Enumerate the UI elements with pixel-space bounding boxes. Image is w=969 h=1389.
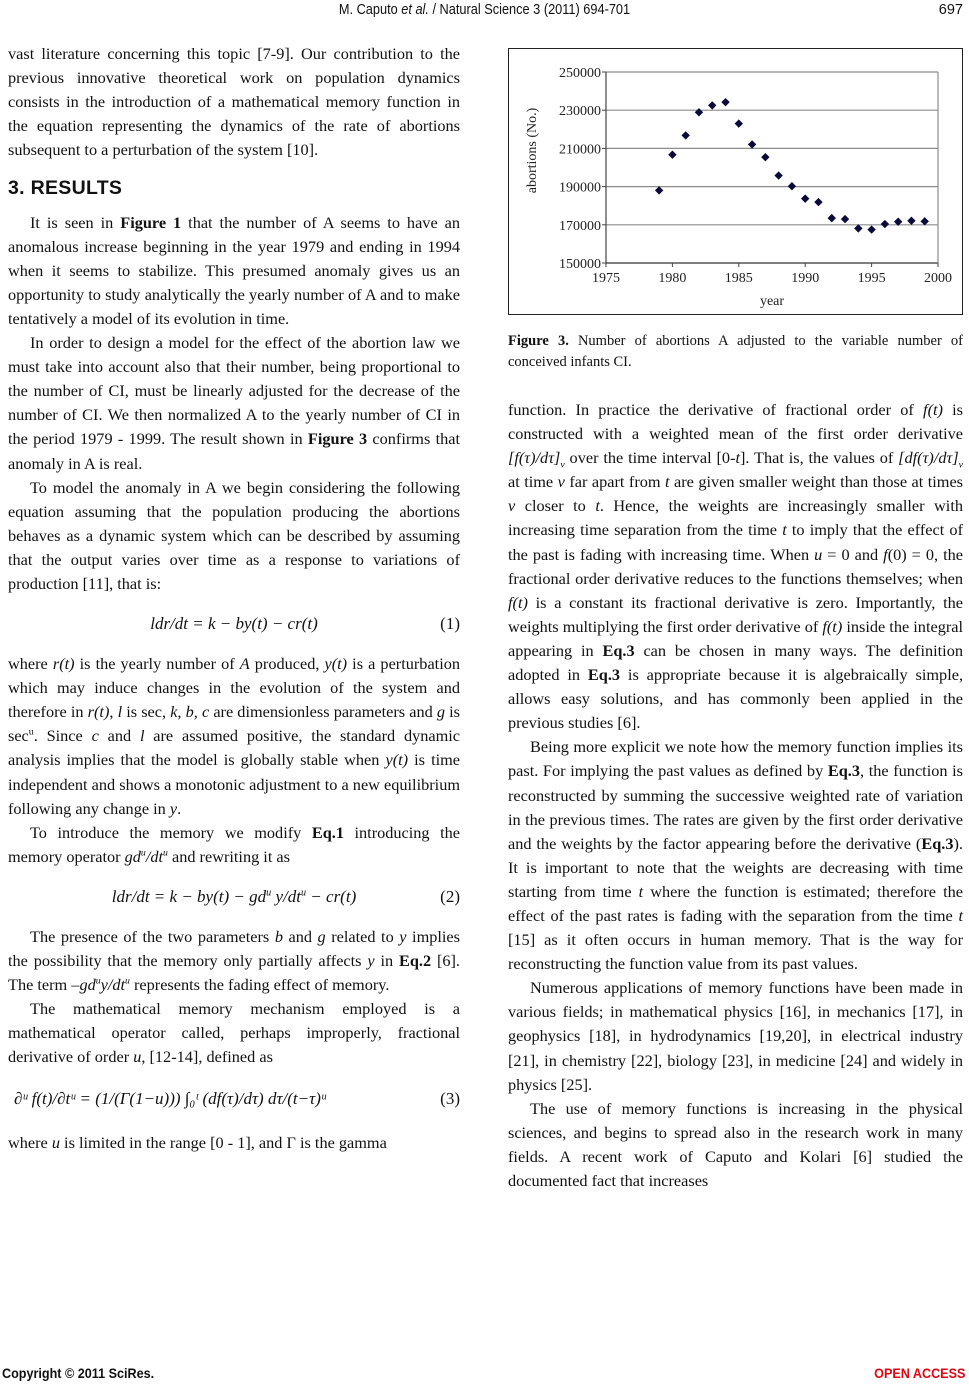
page-footer: [0, 1365, 969, 1387]
data-point: [907, 217, 915, 225]
data-point: [668, 151, 676, 159]
math: u: [51, 1133, 60, 1153]
equation-1-body: ldr/dt = k − by(t) − cr(t): [150, 614, 318, 634]
data-point: [761, 153, 769, 161]
equation-2-body: [8, 885, 460, 909]
open-access-label[interactable]: OPEN ACCESS: [873, 1365, 965, 1381]
math: [f(τ)/dτ]: [508, 448, 561, 468]
y-tick-label: 230000: [559, 104, 601, 120]
y-tick-label: 210000: [559, 142, 601, 158]
text: . Since: [33, 726, 92, 746]
data-point: [748, 140, 756, 148]
math: y: [169, 798, 178, 818]
equation-3: [8, 1077, 460, 1123]
data-point: [828, 214, 836, 222]
text: and: [282, 926, 318, 946]
superscript: u: [95, 975, 101, 987]
data-point: [867, 225, 875, 233]
data-point: [788, 182, 796, 190]
etal-text: et al.: [401, 2, 429, 18]
data-point: [841, 215, 849, 223]
text: far apart from: [564, 472, 666, 492]
journal-text: / Natural Science 3 (2011) 694-701: [428, 2, 631, 18]
text: introducing the memory operator: [8, 822, 460, 866]
x-tick-label: 2000: [924, 271, 952, 286]
math: f(t): [822, 616, 843, 636]
paragraph-results-2: [8, 331, 460, 476]
text: is a perturbation which may induce changes in the evolution of the system and therefore in: [8, 654, 460, 722]
text: is the yearly number of: [74, 654, 240, 674]
math: c: [91, 726, 99, 746]
math: f: [883, 544, 888, 564]
figure-3-caption: [508, 331, 963, 373]
text: at time: [508, 472, 558, 492]
math: v: [508, 496, 516, 516]
text: are dimensionless parameters and: [209, 702, 437, 722]
x-axis-label: year: [759, 294, 785, 309]
math: k, b, c: [170, 702, 210, 722]
text: over the time interval [0-: [564, 448, 736, 468]
text: [15] as it often occurs in human memory. That is the way for reconstructing the function value from its past values.: [508, 930, 963, 974]
math: t: [958, 905, 963, 925]
math: t: [782, 520, 787, 540]
x-tick-label: 1975: [592, 271, 620, 286]
math: f(t): [508, 592, 528, 612]
subscript: v: [958, 459, 963, 471]
text: is appropriate because it is algebraically simple, allows easy solutions, and has commonly been applied in the previous studies [6].: [508, 665, 964, 733]
text: , [12-14], defined as: [141, 1047, 273, 1067]
page-number: 697: [938, 2, 963, 18]
text: where: [8, 654, 53, 674]
paragraph-gamma: [8, 1131, 460, 1155]
figure-3-chart: [508, 48, 963, 315]
text: and: [98, 726, 140, 746]
equation-2: [8, 877, 460, 917]
math: v: [557, 472, 565, 492]
figure-reference[interactable]: Figure 3: [307, 429, 368, 449]
equation-3-body: ∂ᵘ f(t)/∂tᵘ = (1/(Γ(1−u))) ∫₀ᵗ (df(τ)/dτ) dτ/(t−τ)ᵘ: [14, 1089, 326, 1109]
equation-reference[interactable]: Eq.3: [921, 833, 954, 853]
data-point: [814, 198, 822, 206]
paragraph-variables: [8, 652, 460, 821]
text: are assumed positive, the standard dynamic analysis implies that the model is globally stable when: [8, 726, 461, 770]
text: implies the possibility that the memory only partially affects: [8, 926, 460, 970]
data-point: [735, 119, 743, 127]
data-point: [708, 101, 716, 109]
data-point: [774, 171, 782, 179]
left-column: [8, 42, 460, 1156]
text: to imply that the effect of the past is fading with increasing time. When: [508, 520, 963, 564]
math: y: [367, 951, 375, 970]
text: The mathematical memory mechanism employed is a mathematical operator called, perhaps improperly, fractional derivative of order: [8, 999, 460, 1067]
text: represents the fading effect of memory.: [129, 975, 390, 995]
text: ]. That is, the values of: [740, 448, 899, 468]
math: t: [638, 881, 644, 901]
math: r(t): [87, 702, 110, 722]
text: can be chosen in many ways. The definition adopted in: [508, 640, 963, 685]
paragraph-two-parameters: [8, 925, 460, 997]
equation-reference[interactable]: Eq.1: [311, 822, 344, 842]
paragraph-results-3: To model the anomaly in A we begin considering the following equation assuming that the population producing the abortions behaves as a dynamic system which can be described by assuming that the output varies over time as a response to variations of production [11], that is:: [8, 477, 460, 593]
math: t: [665, 472, 670, 492]
superscript: u: [125, 975, 130, 987]
math: /dt: [145, 846, 164, 866]
math: y(t): [385, 750, 409, 770]
author-text: M. Caputo: [338, 2, 402, 18]
text: is a constant its fractional derivative is zero. Importantly, the weights multiplying the first order derivative of: [508, 592, 963, 636]
text: function. In practice the derivative of fractional order of: [508, 400, 924, 419]
paragraph-explicit-memory: [508, 735, 963, 976]
superscript: u: [300, 887, 307, 899]
paragraph-fractional-derivative: [8, 997, 460, 1069]
equation-3-number: (3): [440, 1089, 460, 1109]
math: b: [274, 926, 283, 946]
math: u: [814, 544, 823, 564]
math: y/dt: [271, 886, 301, 906]
running-title: [58, 2, 911, 18]
y-tick-label: 190000: [559, 180, 601, 196]
data-point: [681, 131, 689, 139]
text: . Hence, the weights are increasingly smaller with increasing time separation from the time: [508, 496, 963, 540]
text: , the function is reconstructed by summing the successive weighted rate of variation in the previous times. The rates are given by the first order derivative and the weights by the factor appearing before the derivative (: [508, 761, 963, 853]
text: To introduce the memory we modify: [30, 822, 312, 842]
y-tick-label: 170000: [559, 218, 601, 234]
y-tick-label: 250000: [559, 66, 601, 81]
math: [df(τ)/dτ]: [898, 448, 959, 468]
superscript: u: [140, 847, 146, 859]
text: is constructed with a weighted mean of the first order derivative: [508, 400, 963, 444]
running-header: [0, 0, 969, 22]
x-tick-label: 1990: [791, 271, 820, 286]
scatter-plot: [509, 49, 964, 316]
math: r(t): [52, 654, 75, 674]
text: is time independent and shows a monotonic adjustment to a new equilibrium following any change in: [8, 750, 461, 818]
math: l: [139, 726, 145, 746]
math: y: [399, 926, 407, 946]
text: The presence of the two parameters: [30, 926, 275, 946]
math: ldr/dt = k − by(t) − gd: [111, 886, 267, 906]
data-point: [881, 220, 889, 228]
text: is limited in the range [0 - 1], and Γ is the gamma: [59, 1133, 387, 1153]
math: l: [117, 702, 123, 722]
y-axis-label: abortions (No.): [525, 107, 540, 194]
x-tick-label: 1980: [658, 271, 687, 286]
right-column: [508, 398, 963, 1193]
math: u: [133, 1047, 142, 1067]
data-point: [721, 98, 729, 106]
text: where: [8, 1133, 52, 1153]
superscript: u: [163, 847, 168, 859]
equation-2-number: (2): [440, 886, 460, 906]
text: related to: [325, 926, 400, 946]
text: produced,: [249, 654, 325, 674]
math: t: [595, 496, 600, 516]
text: that the number of A seems to have an anomalous increase beginning in the year 1979 and ending in 1994 when it seems to stabilize. This presumed anomaly gives us an opportunity to study analytically the yearly number of A and to make tentatively a model of its evolution in time.: [8, 212, 460, 328]
superscript: u: [266, 887, 272, 899]
data-point: [695, 108, 703, 116]
paragraph-applications: Numerous applications of memory functions have been made in various fields; in mathematical physics [16], in mechanics [17], in geophysics [18], in hydrodynamics [19,20], in electrical industry [21], in chemistry [22], biology [23], in medicine [24] and widely in physics [25].: [508, 978, 963, 1094]
copyright-notice: Copyright © 2011 SciRes.: [2, 1365, 155, 1381]
math: y(t): [324, 654, 348, 674]
text: is sec: [8, 702, 461, 746]
math: − cr(t): [306, 886, 357, 906]
figure-reference[interactable]: Figure 1: [120, 212, 182, 232]
paragraph-results-1: [8, 211, 460, 331]
text: In order to design a model for the effect of the abortion law we must take into account also that their number, being proportional to the number of CI, must be linearly adjusted for the decrease of the number of CI. We then normalized A to the yearly number of CI in the period 1979 - 1999. The result shown in: [8, 333, 460, 449]
math: A: [239, 654, 250, 674]
paragraph-intro-continued: vast literature concerning this topic [7-9]. Our contribution to the previous innovative theoretical work on population dynamics consists in the introduction of a mathematical memory function in the equation representing the dynamics of the rate of abortions subsequent to a perturbation of the system [10].: [8, 44, 460, 160]
text: ,: [109, 702, 118, 722]
text: confirms that anomaly in A is real.: [8, 429, 460, 473]
data-point: [854, 224, 862, 232]
text: in: [374, 951, 399, 970]
text: is sec,: [122, 702, 171, 722]
text: where the function is estimated; therefore the effect of the past rates is fading with the separation from the time: [508, 881, 963, 925]
equation-reference[interactable]: Eq.3: [602, 640, 635, 660]
data-point: [801, 194, 809, 202]
math: g: [317, 926, 326, 946]
text: Being more explicit we note how the memory function implies its past. For implying the past values as defined by: [508, 737, 963, 781]
equation-reference[interactable]: Eq.3: [827, 761, 860, 781]
math: f(t): [923, 400, 943, 419]
math: gd: [124, 846, 141, 866]
text: It is seen in: [30, 212, 121, 232]
text: ). It is important to note that the weights are decreasing with time starting from time: [508, 833, 963, 901]
text: are given smaller weight than those at times: [669, 472, 964, 492]
paragraph-use-of-memory: The use of memory functions is increasing in the physical sciences, and begins to spread also in the research work in many fields. A recent work of Caputo and Kolari [6] studied the documented fact that increases: [508, 1098, 963, 1190]
math: g: [436, 702, 446, 722]
text: inside the integral appearing in: [508, 616, 964, 660]
superscript: u: [28, 726, 34, 738]
section-heading-results: 3. RESULTS: [8, 177, 123, 200]
x-tick-label: 1995: [857, 271, 886, 286]
text: and rewriting it as: [167, 846, 290, 866]
x-tick-label: 1985: [724, 271, 753, 286]
equation-1-number: (1): [440, 614, 460, 634]
caption-text: Number of abortions A adjusted to the variable number of conceived infants CI.: [508, 333, 963, 370]
math: t: [735, 448, 740, 468]
text: .: [177, 798, 182, 818]
text: [6]. The term: [8, 951, 460, 995]
math: –gd: [71, 975, 96, 995]
subscript: v: [560, 459, 565, 471]
equation-reference[interactable]: Eq.3: [587, 665, 621, 685]
y-tick-label: 150000: [559, 257, 601, 272]
text: = 0 and: [822, 544, 884, 564]
equation-1: [8, 604, 460, 644]
paragraph-weighted-mean: [508, 398, 963, 735]
data-point: [655, 186, 663, 194]
math: y/dt: [100, 975, 126, 995]
paragraph-memory-operator: [8, 821, 460, 869]
caption-label: Figure 3.: [508, 333, 569, 349]
equation-reference[interactable]: Eq.2: [398, 951, 432, 970]
text: closer to: [515, 496, 596, 516]
text: (0) = 0, the fractional order derivative reduces to the functions themselves; when: [508, 544, 963, 588]
